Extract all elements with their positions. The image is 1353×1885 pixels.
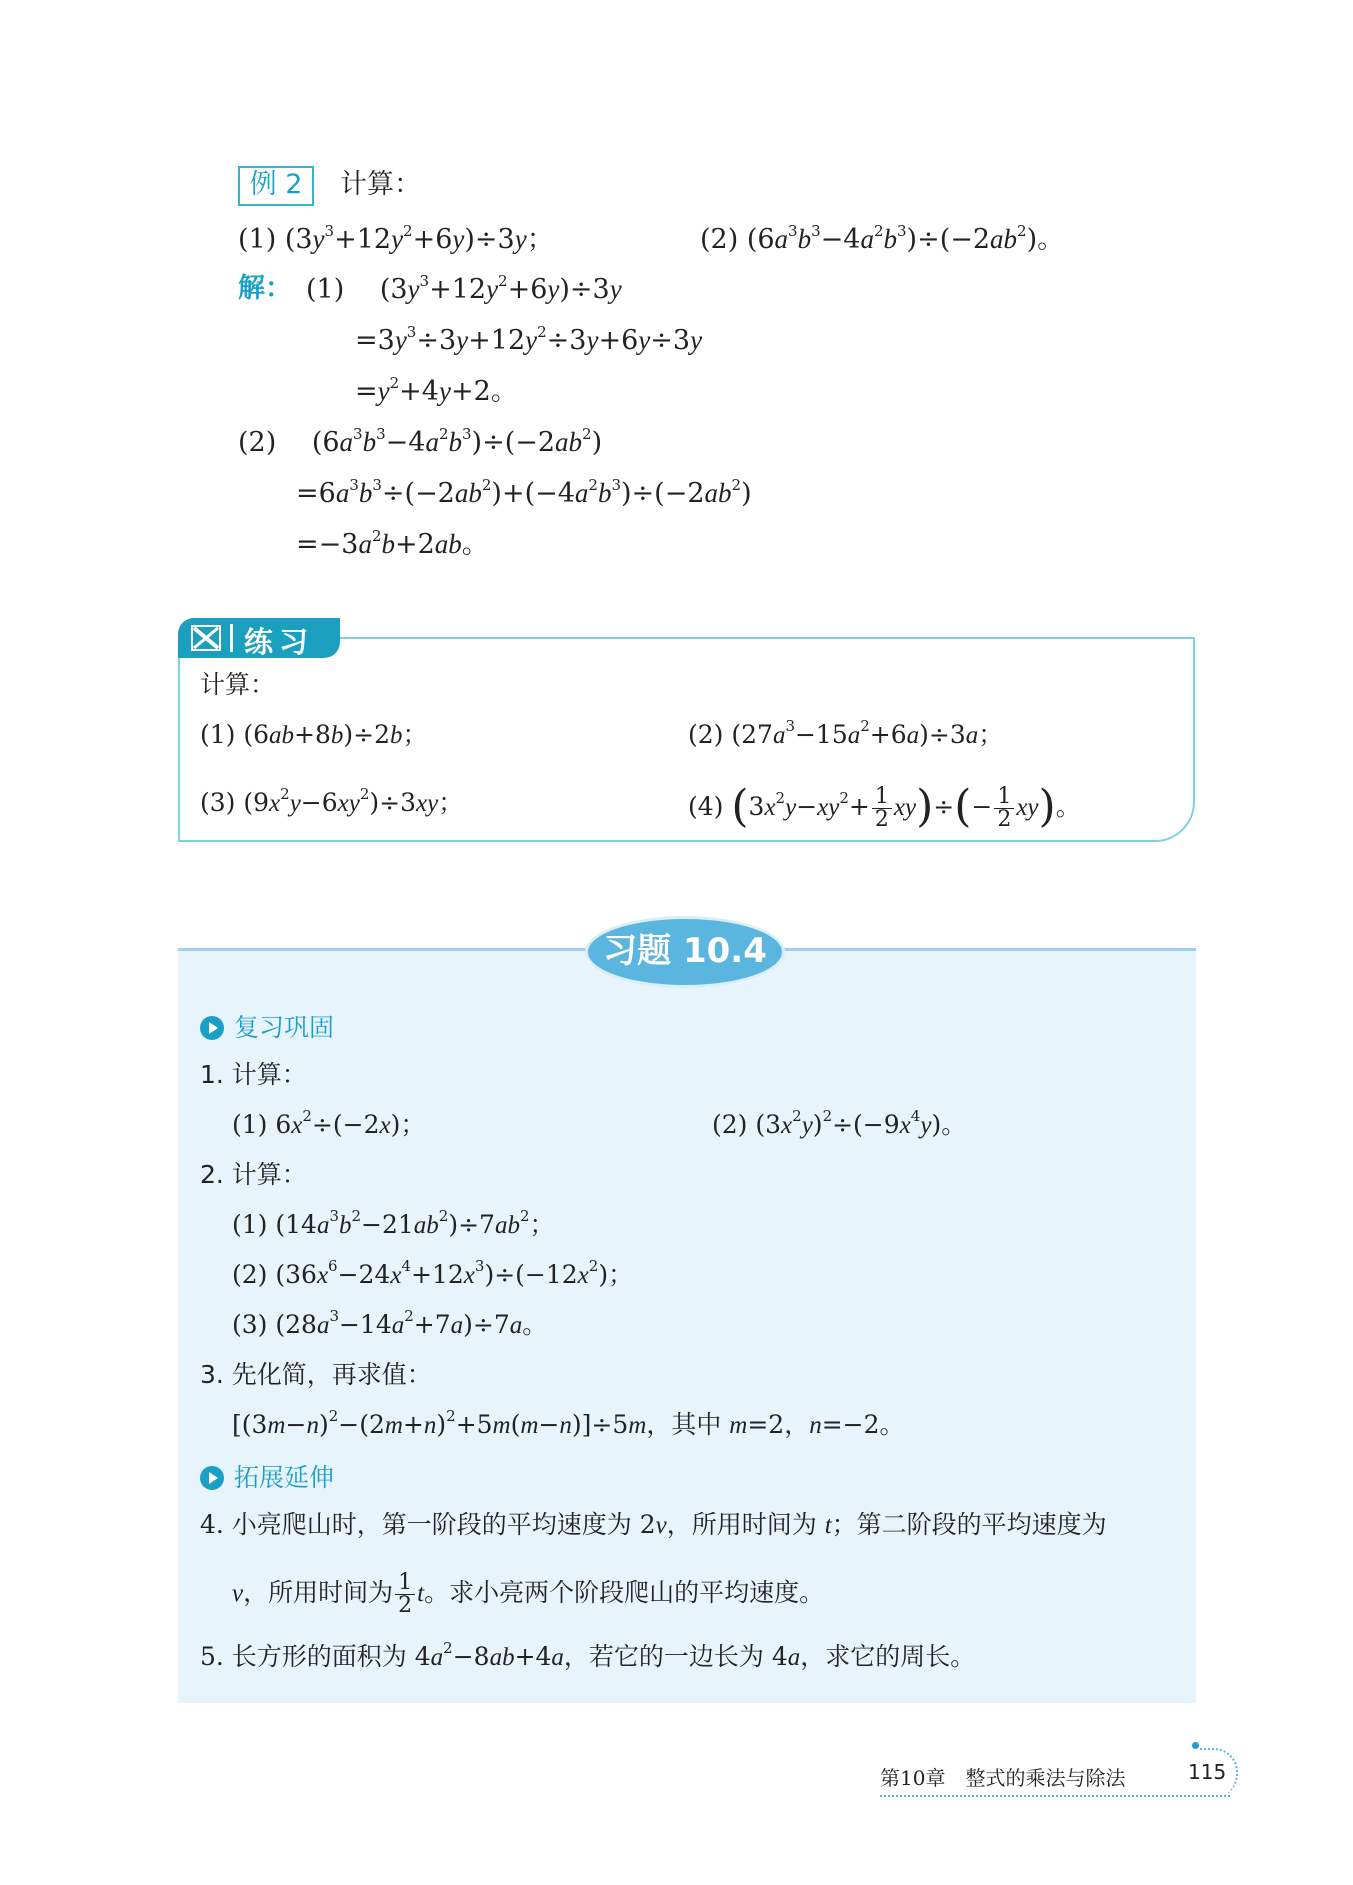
- practice-problem-1: (1) (6ab+8b)÷2b；: [200, 720, 428, 749]
- exercise-title: 习题 10.4: [585, 916, 785, 988]
- solution-2-line-1: (2) $(6a^3b^3-4a^2b^3)\div(-2ab^2)$: [238, 425, 603, 458]
- footer-chapter: 第10章 整式的乘法与除法: [880, 1766, 1126, 1790]
- page-number: 115: [1188, 1760, 1227, 1784]
- practice-tab: [178, 618, 340, 658]
- question-2-part-2: (2) $(36x^6-24x^4+12x^3)\div(-12x^2)$；: [232, 1257, 634, 1289]
- solution-1-line-2: $=3y^3\div 3y+12y^2\div 3y+6y\div 3y$: [355, 323, 703, 356]
- play-icon: [200, 1016, 224, 1040]
- practice-title: 练习: [244, 625, 315, 659]
- example-label: 例 2: [238, 166, 314, 206]
- section-review: 复习巩固: [200, 1008, 334, 1044]
- ruler-pencil-icon: [186, 622, 226, 654]
- question-1-prompt: 1. 计算：: [200, 1060, 307, 1089]
- solution-1-line-3: $=y^2+4y+2$。: [355, 374, 518, 407]
- example-problem-1: (1) $(3y^3+12y^2+6y)\div 3y$；: [238, 222, 554, 255]
- question-4-line-1: 4. 小亮爬山时，第一阶段的平均速度为 2v，所用时间为 t；第二阶段的平均速度为: [200, 1510, 1107, 1539]
- example-prompt: 计算：: [340, 169, 421, 200]
- practice-problem-3: (3) $(9x^2y-6xy^2)\div 3xy$；: [200, 785, 464, 817]
- play-icon: [200, 1466, 224, 1490]
- footer-dot: [1192, 1742, 1199, 1749]
- question-2-prompt: 2. 计算：: [200, 1160, 307, 1189]
- footer-divider: [880, 1795, 1230, 1797]
- solution-1-line-1: (1) $(3y^3+12y^2+6y)\div 3y$: [306, 272, 622, 305]
- practice-problem-4: (4) ($3x^2y-xy^2+$ $\frac{1}{2}$ xy)÷(− $\frac{1}{2}$ xy)。: [688, 781, 1081, 832]
- question-3-prompt: 3. 先化简，再求值：: [200, 1360, 432, 1389]
- question-2-part-1: (1) $(14a^3b^2-21ab^2)\div 7ab^2$；: [232, 1207, 555, 1239]
- question-1-part-1: (1) $6x^2\div(-2x)$；: [232, 1107, 426, 1139]
- solution-2-line-2: $=6a^3b^3\div(-2ab^2)+(-4a^2b^3)\div(-2ab^2)$: [296, 476, 752, 509]
- question-2-part-3: (3) $(28a^3-14a^2+7a)\div 7a$。: [232, 1307, 548, 1339]
- solution-2-line-3: $=-3a^2b+2ab$。: [296, 527, 489, 560]
- section-extend: 拓展延伸: [200, 1458, 334, 1494]
- question-4-line-2: v，所用时间为 $\frac{1}{2}$ t。求小亮两个阶段爬山的平均速度。: [232, 1570, 825, 1618]
- practice-prompt: 计算：: [200, 670, 276, 699]
- example-problem-2: (2) $(6a^3b^3-4a^2b^3)\div(-2ab^2)$。: [700, 222, 1065, 255]
- question-3-expression: $[(3m-n)^2-(2m+n)^2+5m(m-n)]\div 5m$，其中 m=2，n=−2。: [232, 1407, 905, 1439]
- practice-problem-2: (2) $(27a^3-15a^2+6a)\div 3a$；: [688, 717, 1004, 749]
- question-1-part-2: (2) $(3x^2y)^2\div(-9x^4y)$。: [712, 1107, 967, 1139]
- question-5: 5. 长方形的面积为 $4a^2-8ab+4a$，若它的一边长为 4a，求它的周长。: [200, 1639, 976, 1671]
- solution-label: 解：: [238, 273, 292, 304]
